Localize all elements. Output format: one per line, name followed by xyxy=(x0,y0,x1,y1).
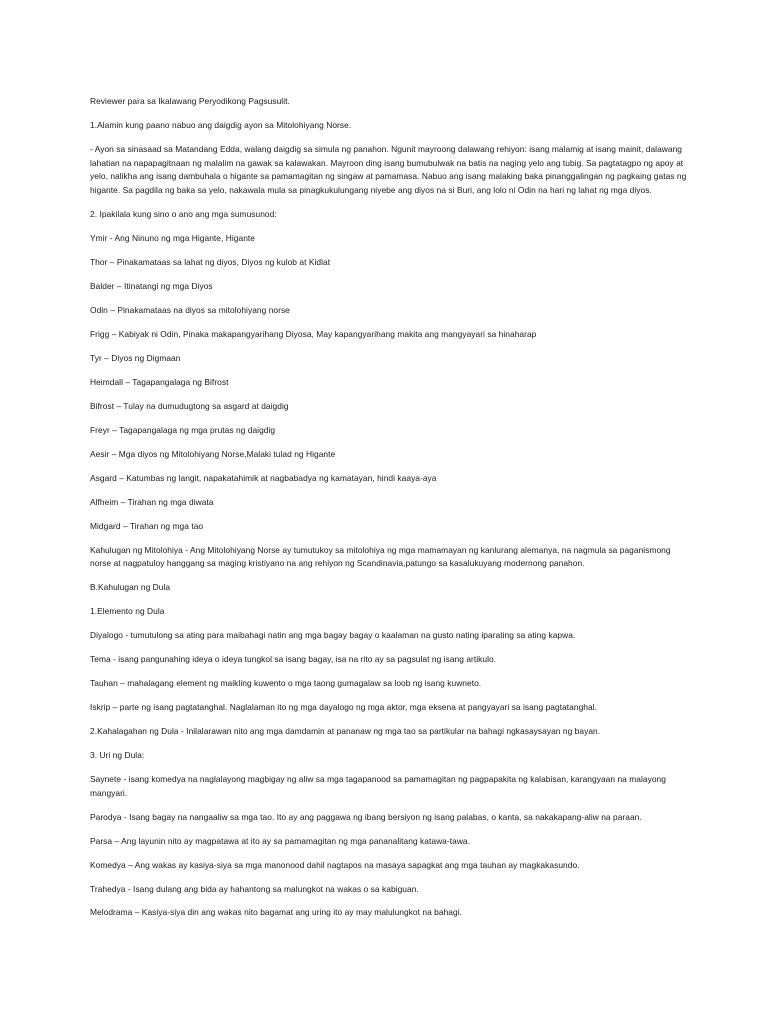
uri-item: Parodya - Isang bagay na nangaaliw sa mga tao. Ito ay ang paggawa ng ibang bersiyon ng isang palabas, o kanta, sa nakakapang-aliw na paraan. xyxy=(90,811,642,822)
definition-item: Alfheim – Tirahan ng mga diwata xyxy=(90,496,214,507)
document-title: Reviewer para sa Ikalawang Peryodikong Pagsusulit. xyxy=(90,96,290,106)
elemento-item: Iskrip – parte ng isang pagtatanghal. Naglalaman ito ng mga dayalogo ng mga aktor, mga eksena at pangyayari sa isang pagtatanghal. xyxy=(90,702,598,713)
definition-item: Odin – Pinakamataas na diyos sa mitolohiyang norse xyxy=(90,304,290,315)
elemento-item: Diyalogo - tumutulong sa ating para maibahagi natin ang mga bagay bagay o kaalaman na gusto nating iparating sa ating kapwa. xyxy=(90,630,576,641)
uri-heading: 3. Uri ng Dula: xyxy=(90,749,145,760)
definition-item: Midgard – Tirahan ng mga tao xyxy=(90,520,204,531)
uri-item: Saynete - isang komedya na naglalayong magbigay ng aliw sa mga tagapanood sa pamamagitan ng pagpapakita ng kalabisan, karangyaan na malayong mangyari. xyxy=(90,773,666,798)
definition-item: Balder – Itinatangi ng mga Diyos xyxy=(90,280,213,291)
definition-item: Thor – Pinakamataas sa lahat ng diyos, Diyos ng kulob at Kidlat xyxy=(90,256,331,267)
definition-item: Bifrost – Tulay na dumudugtong sa asgard at daigdig xyxy=(90,400,289,411)
definition-item: Asgard – Katumbas ng langit, napakatahimik at nagbabadya ng kamatayan, hindi kaaya-aya xyxy=(90,472,437,483)
uri-item: Melodrama – Kasiya-siya din ang wakas nito bagamat ang uring ito ay may malulungkot na bahagi. xyxy=(90,907,463,918)
definition-item: Frigg – Kabiyak ni Odin, Pinaka makapangyarihang Diyosa, May kapangyarihang makita ang mangyayari sa hinaharap xyxy=(90,328,537,339)
elemento-heading: 1.Elemento ng Dula xyxy=(90,606,165,617)
definition-item: Tyr – Diyos ng Digmaan xyxy=(90,352,181,363)
mitolohiya-definition: Kahulugan ng Mitolohiya - Ang Mitolohiyang Norse ay tumutukoy sa mitolohiya ng mga mamamayan ng kanlurang alemanya, na nagmula sa paganismong norse at nagpatuloy hanggang sa maging kristiyano na ang rehiyon ng Scandinavia,patungo sa kasalukuyang modernong panahon. xyxy=(90,544,671,569)
definition-item: Freyr – Tagapangalaga ng mga prutas ng daigdig xyxy=(90,424,276,435)
uri-item: Parsa – Ang layunin nito ay magpatawa at ito ay sa pamamagitan ng mga pananalitang katawa-tawa. xyxy=(90,835,470,846)
elemento-item: Tauhan – mahalagang element ng maikling kuwento o mga taong gumagalaw sa loob ng isang kuwneto. xyxy=(90,678,482,689)
elemento-item: Tema - isang pangunahing ideya o ideya tungkol sa isang bagay, isa na rito ay sa pagsulat ng isang artikulo. xyxy=(90,654,497,665)
definition-item: Aesir – Mga diyos ng Mitolohiyang Norse,Malaki tulad ng Higante xyxy=(90,448,336,459)
definition-item: Ymir - Ang Ninuno ng mga Higante, Higante xyxy=(90,232,255,243)
document-page xyxy=(90,95,690,930)
question-1-heading: 1.Alamin kung paano nabuo ang daigdig ayon sa Mitolohiyang Norse. xyxy=(90,119,352,130)
question-1-answer: - Ayon sa sinasaad sa Matandang Edda, walang daigdig sa simula ng panahon. Ngunit mayroong dalawang rehiyon: isang malamig at isang mainit, dalawang lahatian na napapagitnaan ng malalim na gawak sa kalawakan. Mayroon ding isang bumubulwak na batis na naging yelo ang tubig. Sa pagtatagpo ng apoy at yelo, nalikha ang isang dambuhala o higante sa pamamagitan ng singaw at pamamasa. Nabuo ang isang malaking baka pinanggalingan ng pagkaing gatas ng higante. Sa pagdila ng baka sa yelo, nakawala mula sa pinagkukulungang niyebe ang diyos na si Buri, ang lolo ni Odin na hari ng lahat ng mga diyos. xyxy=(90,143,687,195)
kahalagahan-paragraph: 2.Kahalagahan ng Dula - Inilalarawan nito ang mga damdamin at pananaw ng mga tao sa partikular na bahagi ngkasaysayan ng bayan. xyxy=(90,726,601,736)
definition-item: Heimdall – Tagapangalaga ng Bifrost xyxy=(90,376,229,387)
question-2-heading: 2. Ipakilala kung sino o ano ang mga sumusunod: xyxy=(90,208,277,219)
section-b-heading: B.Kahulugan ng Dula xyxy=(90,582,171,593)
uri-item: Trahedya - Isang dulang ang bida ay hahantong sa malungkot na wakas o sa kabiguan. xyxy=(90,883,419,894)
uri-item: Komedya – Ang wakas ay kasiya-siya sa mga manonood dahil nagtapos na masaya sapagkat ang mga tauhan ay magkakasundo. xyxy=(90,859,580,870)
